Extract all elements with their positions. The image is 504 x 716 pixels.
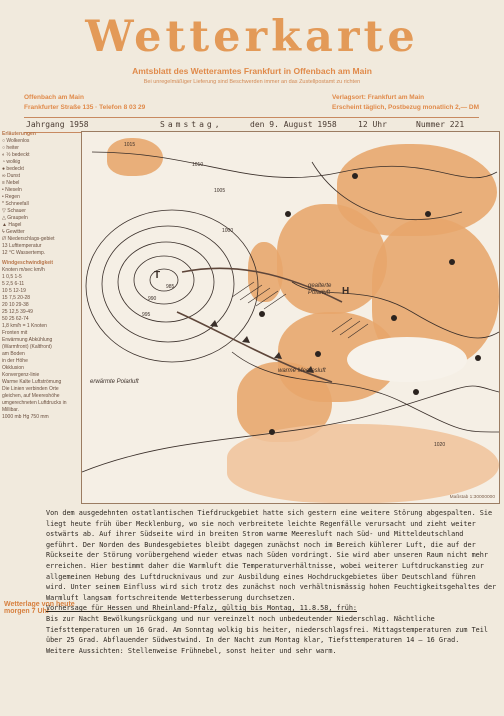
- wind-row: 50 25 62-74: [2, 316, 29, 322]
- sea-air-label: warme Meeresluft: [278, 368, 326, 374]
- cold-front-marker: [242, 336, 250, 343]
- precip-hatch: [348, 324, 368, 338]
- weather-map: [81, 131, 500, 504]
- legend-item: * Schneefall: [2, 201, 29, 207]
- front-item: Erwärmung Abkühlung: [2, 337, 53, 343]
- issue-time: 12 Uhr: [358, 120, 387, 129]
- legend-item: ● bedeckt: [2, 166, 24, 172]
- precip-hatch: [248, 288, 270, 303]
- legend-item: ◔ wolkig: [2, 159, 21, 165]
- legend-item: ◐ ½ bedeckt: [2, 152, 30, 158]
- isobar-note: Die Linien verbinden Orte gleichen, auf Meereshöhe umgerechneten Luftdrucks in Millibar.: [2, 386, 67, 413]
- station-dot: [449, 259, 455, 265]
- station-dot: [269, 429, 275, 435]
- warm-polar-air-label: erwärmte Polarluft: [90, 379, 139, 385]
- legend-title: Erläuterungen: [2, 131, 36, 137]
- wind-table: [2, 267, 80, 323]
- isobar-line: [82, 386, 499, 472]
- precip-hatch: [256, 291, 278, 306]
- address-right-line1: Verlagsort: Frankfurt am Main: [332, 94, 425, 101]
- isobar-value: 1000: [222, 228, 234, 234]
- wind-row: 1 0,5 1-5: [2, 274, 22, 280]
- station-dot: [475, 355, 481, 361]
- map-legend: [2, 131, 80, 615]
- weekday: Samstag,: [160, 120, 223, 129]
- isobar-line: [92, 152, 497, 178]
- station-dot: [425, 211, 431, 217]
- address-left-line2: Frankfurter Straße 135 · Telefon 8 03 29: [24, 104, 146, 111]
- masthead-subtitle: Amtsblatt des Wetteramtes Frankfurt in Offenbach am Main: [132, 66, 372, 76]
- wind-title: Windgeschwindigkeit: [2, 260, 54, 266]
- isobar-line: [232, 352, 499, 432]
- front-item: Warme Kalte Luftströmung: [2, 379, 62, 385]
- isobar-line: [134, 256, 194, 304]
- isobar-line: [118, 242, 214, 322]
- isobar-value: 990: [148, 296, 157, 302]
- handwritten-note: [0, 669, 39, 701]
- weather-report: [46, 508, 498, 656]
- legend-item: △ Graupeln: [2, 215, 28, 221]
- station-dot: [285, 211, 291, 217]
- outlook-text: Weitere Aussichten: Stellenweise Frühnebel, sonst heiter und sehr warm.: [46, 646, 337, 655]
- wind-row: 20 10 29-38: [2, 302, 29, 308]
- legend-item: ≡ Nebel: [2, 180, 20, 186]
- address-left: [24, 93, 145, 113]
- jahrgang: Jahrgang 1958: [26, 120, 89, 129]
- wind-row: 25 12,5 39-49: [2, 309, 33, 315]
- precip-hatch: [264, 294, 286, 309]
- map-caption: Wetterlage von heute morgen 7 Uhr: [4, 601, 75, 615]
- station-dot: [315, 351, 321, 357]
- station-dot: [259, 311, 265, 317]
- isobar-value: 1015: [124, 142, 136, 148]
- isobar-value: 1020: [434, 442, 446, 448]
- legend-item: ▲ Hagel: [2, 222, 22, 228]
- front-item: am Boden: [2, 351, 25, 357]
- low-pressure-label: T: [154, 270, 161, 281]
- legend-items: [2, 138, 80, 257]
- legend-item: • Nieseln: [2, 187, 22, 193]
- report-paragraph: Von dem ausgedehnten ostatlantischen Tiefdruckgebiet hatte sich gestern eine weitere Störung abgespalten. Sie liegt heute früh über Mecklenburg, wo sie noch verbreitete leichte Regenfälle verursacht und zieht weiter ostwärts ab. Auf ihrer Südseite wird in breiten Strom warme Meeresluft nach Süd- und Mitteldeutschland geführt. Der Norden des Bundesgebietes bleibt dagegen zunächst noch im Bereich kühlerer Luft, die auf der Rückseite der Störung vorübergehend wieder etwas nach Süden vordringt. Sie wird aber unseren Raum nicht mehr erreichen. Hier bestimmt daher die Warmluft die Temperaturverhältnisse, wobei weiterer Luftdruckanstieg zur allgemeinen Hebung des Luftdrucknivaus und zur Ausbildung eines Hochdruckgebietes über Deutschland führen wird. Unter seinem Einfluss wird sich trotz des zunächst noch verhältnismässig hohen Feuchtigkeitsgehaltes der Warmluft langsam fortschreitende Wetterbesserung durchsetzen.: [46, 509, 497, 602]
- legend-item: • Regen: [2, 194, 20, 200]
- front-item: (Warmfront) (Kaltfront): [2, 344, 52, 350]
- high-pressure-label: H: [342, 286, 350, 297]
- masthead-title: Wetterkarte: [85, 12, 419, 62]
- legend-item: /// Niederschlags-gebiet: [2, 236, 55, 242]
- wind-row: 15 7,5 20-28: [2, 295, 31, 301]
- front-legend: [2, 330, 80, 386]
- forecast-heading: Vorhersage für Hessen und Rheinland-Pfalz, gültig bis Montag, 11.8.58, früh:: [46, 604, 357, 613]
- address-right: [332, 93, 479, 113]
- address-right-line2: Erscheint täglich, Postbezug monatlich 2,— DM: [332, 104, 479, 111]
- isobar-value: 1005: [214, 188, 226, 194]
- station-dot: [352, 173, 358, 179]
- front-item: Okklusion: [2, 365, 24, 371]
- address-left-line1: Offenbach am Main: [24, 94, 84, 101]
- pressure-units: 1000 mb Hg 750 mm: [2, 414, 49, 420]
- map-scale: Maßstab 1:30000000: [449, 495, 495, 500]
- precip-hatch: [240, 285, 262, 300]
- precip-hatch: [232, 282, 254, 297]
- station-dot: [413, 389, 419, 395]
- issue-number: Nummer 221: [416, 120, 465, 129]
- polar-air-label: gealterte Polarluft: [308, 283, 332, 296]
- front-item: Fronten mit: [2, 330, 28, 336]
- wind-row: 10 5 12-19: [2, 288, 26, 294]
- issue-date: den 9. August 1958: [250, 120, 337, 129]
- isobar-value: 995: [142, 312, 151, 318]
- front-item: in der Höhe: [2, 358, 28, 364]
- knot-note: 1,8 km/h = 1 Knoten: [2, 323, 47, 329]
- isobar-value: 1010: [192, 162, 204, 168]
- legend-item: ▽ Schauer: [2, 208, 26, 214]
- legend-item: ○ heiter: [2, 145, 19, 151]
- isobar-line: [312, 162, 462, 220]
- isobar-value: 985: [166, 284, 175, 290]
- cold-front-marker: [274, 352, 282, 359]
- precip-hatch: [340, 321, 360, 335]
- legend-item: 13 Lufttemperatur: [2, 243, 42, 249]
- legend-item: ϟ Gewitter: [2, 229, 25, 235]
- legend-item: ∞ Dunst: [2, 173, 21, 179]
- forecast-text: Bis zur Nacht Bewölkungsrückgang und nur vereinzelt noch unbedeutender Niederschlag. Nächtliche Tiefsttemperaturen um 16 Grad. Am Sonntag wolkig bis heiter, niederschlagsfrei. Mittagstemperaturen zum Teil über 25 Grad. Abflauender Südwestwind. In der Nacht zum Montag klar, Tiefsttemperaturen 14 – 16 Grad.: [46, 614, 488, 645]
- wind-row: Knoten m/sec km/h: [2, 267, 45, 273]
- legend-item: ○ Wolkenlos: [2, 138, 30, 144]
- front-item: Konvergenz-linie: [2, 372, 40, 378]
- wind-row: 5 2,5 6-11: [2, 281, 25, 287]
- delivery-notice: Bei unregelmäßiger Lieferung sind Beschwerden immer an das Zustellpostamt zu richten: [143, 79, 361, 85]
- legend-item: 12 °C Wassertemp.: [2, 250, 46, 256]
- precip-hatch: [332, 318, 352, 332]
- station-dot: [391, 315, 397, 321]
